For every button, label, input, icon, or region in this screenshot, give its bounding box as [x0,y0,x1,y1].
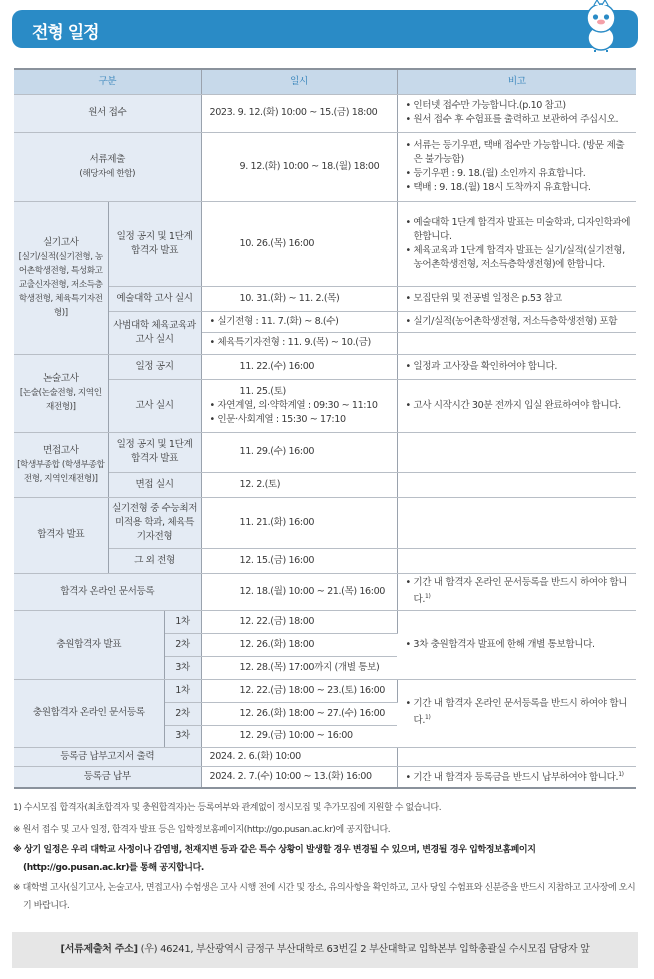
row-note: • 인터넷 접수만 가능합니다.(p.10 참고) • 원서 접수 후 수험표를 출력하고 보관하여 주십시오. [397,94,636,132]
row-date: 11. 22.(수) 16:00 [201,354,397,379]
row-label: 원서 접수 [14,94,201,132]
row-date: 12. 28.(목) 17:00까지 (개별 통보) [201,656,397,679]
table-row [14,573,636,610]
round-label: 3차 [164,725,201,747]
table-row [14,132,636,201]
row-label: 사범대학 체육교육과 고사 실시 [108,311,201,354]
row-note: • 기간 내 합격자 등록금을 반드시 납부하여야 합니다.$^{1)}$ [397,766,636,788]
row-label: 예술대학 고사 실시 [108,286,201,311]
group-label-extra: 충원합격자 발표 [14,610,164,679]
table-row [14,379,636,432]
table-row [14,354,636,379]
row-label: 실기전형 중 수능최저 미적용 학과, 체육특기자전형 [108,497,201,548]
schedule-table [14,68,636,789]
footnote-4: ※ 대학별 고사(실기고사, 논술고사, 면접고사) 수험생은 고사 시행 전에 시간 및 장소, 유의사항을 확인하고, 고사 당일 수험표와 신분증을 반드시 지참하고 고사장에 오시기 바랍니다. [13,883,636,911]
group-label-extra-reg: 충원합격자 온라인 문서등록 [14,679,164,747]
row-label: 일정 공지 및 1단계 합격자 발표 [108,432,201,472]
row-note: • 3차 충원합격자 발표에 한해 개별 통보합니다. [397,610,636,679]
table-row [14,497,636,548]
footnote-1: 1) 수시모집 합격자(최초합격자 및 충원합격자)는 등록여부와 관계없이 정시모집 및 추가모집에 지원할 수 없습니다. [13,803,442,813]
row-date: • 체육특기자전형 : 11. 9.(목) ~ 10.(금) [201,332,397,354]
footnotes [13,798,639,915]
table-header-row [14,69,636,94]
table-row [14,286,636,311]
table-row [14,766,636,788]
table-row [14,747,636,766]
row-date: 12. 26.(화) 18:00 ~ 27.(수) 16:00 [201,702,397,725]
table-row [14,432,636,472]
row-label: 합격자 온라인 문서등록 [14,573,201,610]
table-row [14,201,636,286]
section-title-bar [12,10,638,48]
row-label: 그 외 전형 [108,548,201,573]
row-note: • 모집단위 및 전공별 일정은 p.53 참고 [397,286,636,311]
header-note: 비고 [397,69,636,94]
row-label: 등록금 납부고지서 출력 [14,747,201,766]
row-label: 일정 공지 [108,354,201,379]
row-note [397,472,636,497]
row-date: 11. 29.(수) 16:00 [201,432,397,472]
row-note: • 기간 내 합격자 온라인 문서등록을 반드시 하여야 합니다.$^{1)}$ [397,573,636,610]
row-label: 등록금 납부 [14,766,201,788]
row-date: • 실기전형 : 11. 7.(화) ~ 8.(수) [201,311,397,332]
row-note [397,497,636,548]
section-title: 전형 일정 [32,23,99,43]
row-date: 12. 22.(금) 18:00 [201,610,397,633]
row-note: • 일정과 고사장을 확인하여야 합니다. [397,354,636,379]
row-date: 12. 29.(금) 10:00 ~ 16:00 [201,725,397,747]
address-label: [서류제출처 주소] [60,944,138,955]
header-date: 일시 [201,69,397,94]
group-label-interview: 면접고사 [학생부종합 (학생부종합전형, 지역인재전형)] [14,432,108,497]
round-label: 2차 [164,633,201,656]
row-label: 고사 실시 [108,379,201,432]
row-note: • 예술대학 1단계 합격자 발표는 미술학과, 디자인학과에 한합니다. • 체육교육과 1단계 합격자 발표는 실기/실적(실기전형, 농어촌학생전형, 저소득층학생전형)에 한합니다. [397,201,636,286]
row-date: 12. 18.(월) 10:00 ~ 21.(목) 16:00 [201,573,397,610]
footnote-2: ※ 원서 접수 및 고사 일정, 합격자 발표 등은 입학정보홈페이지(http://go.pusan.ac.kr)에 공지합니다. [13,825,391,835]
row-date: 10. 31.(화) ~ 11. 2.(목) [201,286,397,311]
row-label: 서류제출 (해당자에 한함) [14,132,201,201]
round-label: 2차 [164,702,201,725]
row-note [397,432,636,472]
table-row [14,311,636,332]
round-label: 1차 [164,679,201,702]
footnote-3: ※ 상기 일정은 우리 대학교 사정이나 감염병, 천재지변 등과 같은 특수 상황이 발생할 경우 변경될 수 있으며, 변경될 경우 입학정보홈페이지(http://go.pusan.ac.kr)를 통해 공지합니다. [13,845,536,873]
group-label-practical: 실기고사 [실기/실적(실기전형, 농어촌학생전형, 특성화고교출신자전형, 저소득층학생전형, 체육특기자전형)] [14,201,108,354]
table-row [14,679,636,702]
row-label: 일정 공지 및 1단계 합격자 발표 [108,201,201,286]
address-box [12,932,638,968]
group-label-essay: 논술고사 [논술(논술전형, 지역인재전형)] [14,354,108,432]
row-date: 11. 21.(화) 16:00 [201,497,397,548]
address-text: (우) 46241, 부산광역시 금정구 부산대학로 63번길 2 부산대학교 입학본부 입학총괄실 수시모집 담당자 앞 [140,944,590,955]
row-date: 2024. 2. 6.(화) 10:00 [201,747,397,766]
row-note [397,548,636,573]
row-label: 면접 실시 [108,472,201,497]
header-category: 구분 [14,69,201,94]
row-date: 2024. 2. 7.(수) 10:00 ~ 13.(화) 16:00 [201,766,397,788]
row-date: 11. 25.(토) • 자연계열, 의·약학계열 : 09:30 ~ 11:10 • 인문·사회계열 : 15:30 ~ 17:10 [201,379,397,432]
table-row [14,94,636,132]
row-date: 12. 22.(금) 18:00 ~ 23.(토) 16:00 [201,679,397,702]
row-note [397,332,636,354]
group-label-announce: 합격자 발표 [14,497,108,573]
table-row [14,610,636,633]
row-date: 9. 12.(화) 10:00 ~ 18.(월) 18:00 [201,132,397,201]
row-date: 10. 26.(목) 16:00 [201,201,397,286]
row-note: • 서류는 등기우편, 택배 접수만 가능합니다. (방문 제출은 불가능함) • 등기우편 : 9. 18.(월) 소인까지 유효합니다. • 택배 : 9. 18.(월) 18시 도착까지 유효합니다. [397,132,636,201]
round-label: 1차 [164,610,201,633]
row-note: • 실기/실적(농어촌학생전형, 저소득층학생전형) 포함 [397,311,636,332]
row-date: 12. 15.(금) 16:00 [201,548,397,573]
row-note: • 기간 내 합격자 온라인 문서등록을 반드시 하여야 합니다.$^{1)}$ [397,679,636,747]
table-row [14,472,636,497]
row-date: 2023. 9. 12.(화) 10:00 ~ 15.(금) 18:00 [201,94,397,132]
table-row [14,548,636,573]
mascot-icon [578,0,624,52]
row-date: 12. 2.(토) [201,472,397,497]
round-label: 3차 [164,656,201,679]
row-note [397,747,636,766]
row-date: 12. 26.(화) 18:00 [201,633,397,656]
row-note: • 고사 시작시간 30분 전까지 입실 완료하여야 합니다. [397,379,636,432]
